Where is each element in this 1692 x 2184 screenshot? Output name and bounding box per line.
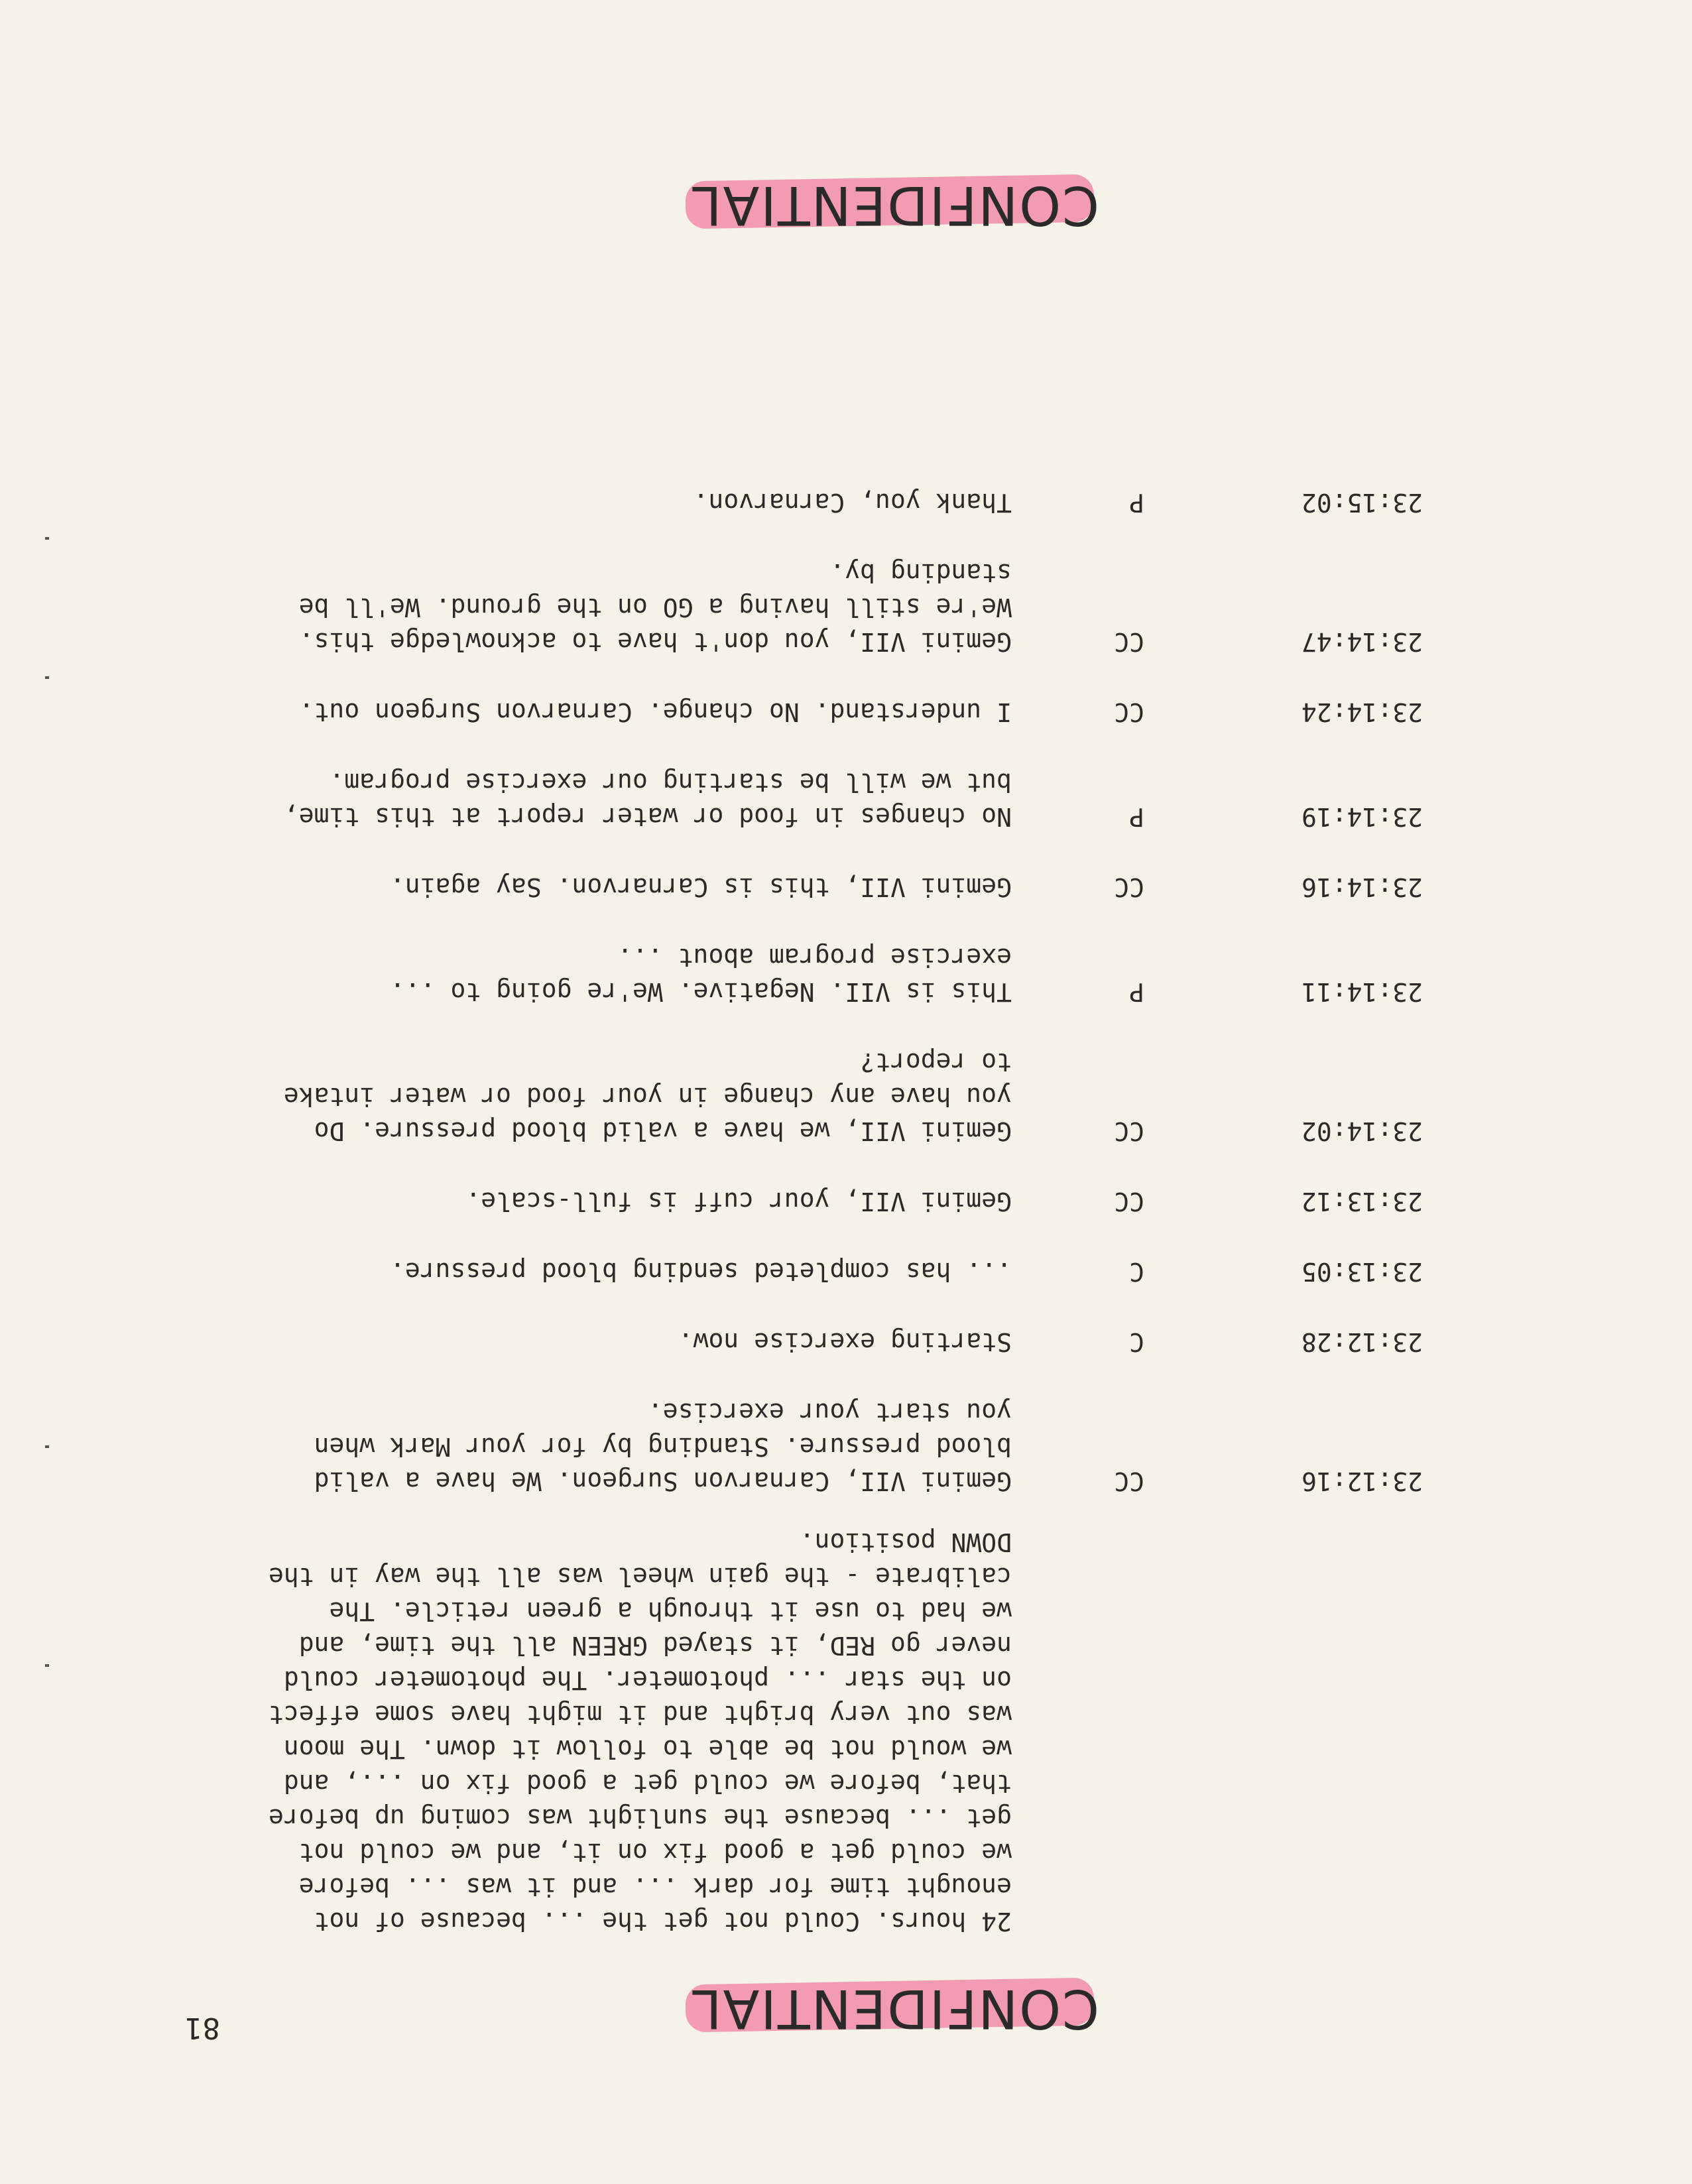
entry-speaker: C: [1129, 1327, 1144, 1357]
confidential-stamp-bottom: [690, 174, 1101, 237]
entry-time: 23:15:02: [1301, 488, 1423, 517]
entry-text: Gemini VII, you don't have to acknowledge this. We're still having a GO on the ground. We'll be standing by.: [298, 558, 1012, 656]
entry-speaker: CC: [1114, 1467, 1144, 1496]
entry-speaker: CC: [1114, 627, 1144, 656]
transcript: [203, 450, 1423, 1939]
transcript-entry: [203, 870, 1423, 904]
entry-text: Gemini VII, Carnarvon Surgeon. We have a valid blood pressure. Standing by for your Mark when you start your exercise.: [314, 1398, 1012, 1496]
entry-speaker: CC: [1114, 698, 1144, 727]
entry-text: Gemini VII, we have a valid blood pressure. Do you have any change in your food or water intake to report?: [283, 1048, 1012, 1146]
entry-text: This is VII. Negative. We're going to ... exercise program about ...: [390, 943, 1012, 1006]
entry-time: 23:13:12: [1301, 1187, 1423, 1216]
confidential-label: CONFIDENTIAL: [690, 1978, 1100, 2040]
entry-time: 23:14:47: [1301, 627, 1423, 656]
entry-time: 23:14:24: [1301, 698, 1423, 727]
transcript-entry: [203, 1254, 1423, 1289]
page-number: 81: [185, 2011, 220, 2045]
transcript-entry: [203, 1045, 1423, 1148]
confidential-label: CONFIDENTIAL: [690, 174, 1100, 237]
transcript-entry: [203, 1525, 1423, 1939]
entry-time: 23:13:05: [1301, 1257, 1423, 1286]
entry-text: Thank you, Carnarvon.: [693, 488, 1012, 517]
entry-speaker: CC: [1114, 1117, 1144, 1146]
margin-tick-mark: [45, 1445, 49, 1448]
entry-time: 23:14:02: [1301, 1117, 1423, 1146]
entry-text: Gemini VII, your cuff is full-scale.: [465, 1187, 1012, 1216]
transcript-entry: [203, 940, 1423, 1009]
transcript-entry: [203, 765, 1423, 834]
entry-text: ... has completed sending blood pressure.: [390, 1257, 1012, 1286]
transcript-entry: [203, 695, 1423, 729]
entry-text: No changes in food or water report at this time, but we will be starting our exercise program.: [283, 768, 1012, 831]
transcript-entry: [203, 1184, 1423, 1219]
transcript-entry: [203, 1325, 1423, 1359]
entry-text: 24 hours. Could not get the ... because of not enought time for dark ... and it was ... before we could get a good fix on it, and we could not get ... because the sunlight was coming up before that, before we could get a good fix on ..., and we would not be able to follow it down. The moon was out very bright and it might have some effect on the star ... photometer. The photometer could never go RED, it stayed GREEN all the time, and we had to use it through a green reticle. The calibrate - the gain wheel was all the way in the DOWN position.: [268, 1528, 1012, 1936]
entry-speaker: C: [1129, 1257, 1144, 1286]
transcript-entry: [203, 556, 1423, 659]
margin-tick-mark: [45, 1664, 49, 1667]
entry-time: 23:14:16: [1301, 873, 1423, 902]
entry-speaker: P: [1129, 977, 1144, 1006]
entry-speaker: P: [1129, 488, 1144, 517]
entry-speaker: [1012, 1525, 1144, 1939]
entry-time: [1144, 1525, 1423, 1939]
entry-text: Gemini VII, this is Carnarvon. Say again.: [390, 873, 1012, 902]
confidential-stamp-top: [690, 1977, 1101, 2041]
entry-text: I understand. No change. Carnarvon Surgeon out.: [298, 698, 1012, 727]
entry-speaker: CC: [1114, 1187, 1144, 1216]
entry-time: 23:12:16: [1301, 1467, 1423, 1496]
entry-speaker: CC: [1114, 873, 1144, 902]
margin-tick-mark: [45, 537, 49, 540]
entry-time: 23:14:11: [1301, 977, 1423, 1006]
entry-text: Starting exercise now.: [678, 1327, 1012, 1357]
entry-time: 23:14:19: [1301, 802, 1423, 831]
transcript-entry: [203, 1395, 1423, 1498]
transcript-entry: [203, 485, 1423, 520]
margin-tick-mark: [45, 676, 49, 679]
entry-speaker: P: [1129, 802, 1144, 831]
entry-time: 23:12:28: [1301, 1327, 1423, 1357]
